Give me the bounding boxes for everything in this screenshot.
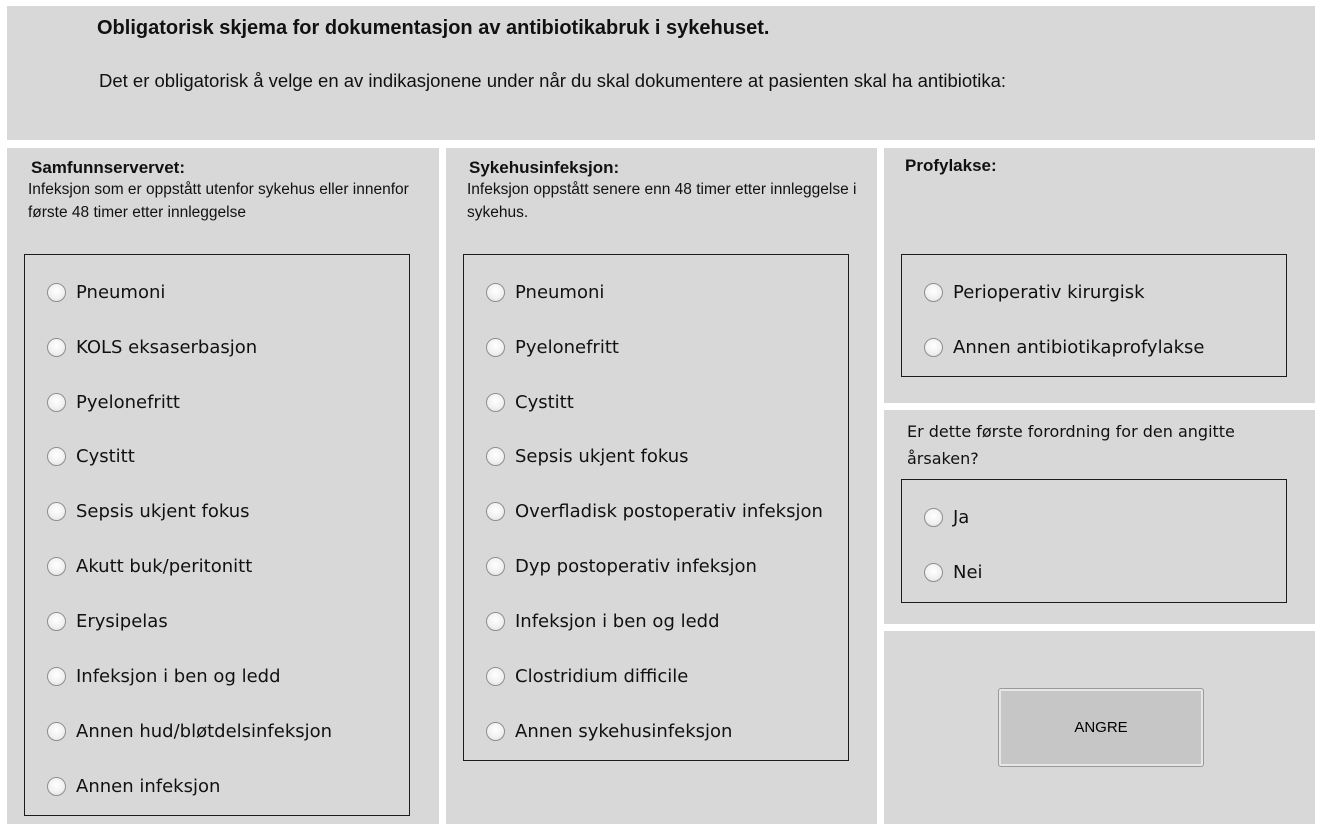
hospital-description: Infeksjon oppstått senere enn 48 timer etter innleggelse i sykehus. xyxy=(467,181,857,221)
hospital-heading: Sykehusinfeksjon: xyxy=(469,158,620,177)
radio-button[interactable] xyxy=(47,393,66,412)
radio-button[interactable] xyxy=(924,283,943,302)
radio-button[interactable] xyxy=(47,777,66,796)
option-label: Infeksjon i ben og ledd xyxy=(76,665,281,687)
option-hospital-overfladisk[interactable] xyxy=(486,497,823,525)
option-label: Pyelonefritt xyxy=(76,391,180,413)
option-hospital-pyelonefritt[interactable] xyxy=(486,333,619,361)
option-label: KOLS eksaserbasjon xyxy=(76,336,258,358)
radio-button[interactable] xyxy=(47,283,66,302)
option-label: Akutt buk/peritonitt xyxy=(76,555,253,577)
option-label: Nei xyxy=(953,561,983,583)
radio-button[interactable] xyxy=(486,393,505,412)
option-label: Infeksjon i ben og ledd xyxy=(515,610,720,632)
option-community-annen[interactable] xyxy=(47,772,220,800)
prophylaxis-options-group xyxy=(901,254,1287,377)
radio-button[interactable] xyxy=(47,667,66,686)
radio-button[interactable] xyxy=(486,612,505,631)
option-label: Annen hud/bløtdelsinfeksjon xyxy=(76,720,333,742)
community-heading: Samfunnservervet: xyxy=(31,158,186,177)
header-panel xyxy=(7,6,1315,140)
option-annen-profylakse[interactable] xyxy=(924,333,1205,361)
option-community-kols[interactable] xyxy=(47,333,257,361)
option-label: Cystitt xyxy=(76,445,135,467)
angre-button[interactable]: ANGRE xyxy=(998,688,1204,767)
radio-button[interactable] xyxy=(47,502,66,521)
option-label: Clostridium difficile xyxy=(515,665,689,687)
form-instruction: Det er obligatorisk å velge en av indikasjonene under når du skal dokumentere at pasienten skal ha antibiotika: xyxy=(99,70,1007,91)
community-options-group xyxy=(24,254,410,816)
option-community-cystitt[interactable] xyxy=(47,442,135,470)
first-order-options-group xyxy=(901,479,1287,603)
radio-button[interactable] xyxy=(486,283,505,302)
form-title: Obligatorisk skjema for dokumentasjon av antibiotikabruk i sykehuset. xyxy=(97,17,770,39)
radio-button[interactable] xyxy=(47,722,66,741)
radio-button[interactable] xyxy=(924,338,943,357)
option-label: Pyelonefritt xyxy=(515,336,619,358)
radio-button[interactable] xyxy=(924,508,943,527)
option-label: Erysipelas xyxy=(76,610,168,632)
option-label: Sepsis ukjent fokus xyxy=(515,445,689,467)
radio-button[interactable] xyxy=(924,563,943,582)
hospital-panel xyxy=(446,148,877,824)
option-hospital-clostridium[interactable] xyxy=(486,662,688,690)
option-label: Sepsis ukjent fokus xyxy=(76,500,250,522)
option-hospital-pneumoni[interactable] xyxy=(486,278,604,306)
option-hospital-ben-ledd[interactable] xyxy=(486,607,720,635)
option-hospital-cystitt[interactable] xyxy=(486,388,574,416)
option-hospital-annen[interactable] xyxy=(486,717,732,745)
option-label: Annen antibiotikaprofylakse xyxy=(953,336,1205,358)
option-community-hud-blotdel[interactable] xyxy=(47,717,332,745)
option-nei[interactable] xyxy=(924,558,983,586)
prophylaxis-panel xyxy=(884,148,1315,403)
option-perioperativ[interactable] xyxy=(924,278,1145,306)
radio-button[interactable] xyxy=(47,447,66,466)
option-community-akutt-buk[interactable] xyxy=(47,552,252,580)
prophylaxis-heading: Profylakse: xyxy=(905,156,997,175)
radio-button[interactable] xyxy=(486,557,505,576)
radio-button[interactable] xyxy=(47,557,66,576)
radio-button[interactable] xyxy=(47,338,66,357)
community-description: Infeksjon som er oppstått utenfor sykehus eller innenfor første 48 timer etter innleggelse xyxy=(28,181,409,221)
radio-button[interactable] xyxy=(486,722,505,741)
radio-button[interactable] xyxy=(486,447,505,466)
option-hospital-dyp[interactable] xyxy=(486,552,757,580)
radio-button[interactable] xyxy=(486,667,505,686)
option-label: Annen sykehusinfeksjon xyxy=(515,720,733,742)
option-community-pneumoni[interactable] xyxy=(47,278,165,306)
option-community-pyelonefritt[interactable] xyxy=(47,388,180,416)
radio-button[interactable] xyxy=(47,612,66,631)
option-label: Dyp postoperativ infeksjon xyxy=(515,555,757,577)
hospital-options-group xyxy=(463,254,849,761)
option-ja[interactable] xyxy=(924,503,969,531)
option-community-sepsis[interactable] xyxy=(47,497,250,525)
option-hospital-sepsis[interactable] xyxy=(486,442,689,470)
first-order-panel xyxy=(884,410,1315,624)
option-community-erysipelas[interactable] xyxy=(47,607,168,635)
option-label: Annen infeksjon xyxy=(76,775,221,797)
community-panel xyxy=(7,148,439,824)
radio-button[interactable] xyxy=(486,502,505,521)
option-label: Pneumoni xyxy=(515,281,605,303)
option-label: Pneumoni xyxy=(76,281,166,303)
option-community-ben-ledd[interactable] xyxy=(47,662,281,690)
option-label: Overfladisk postoperativ infeksjon xyxy=(515,500,823,522)
option-label: Perioperativ kirurgisk xyxy=(953,281,1145,303)
option-label: Cystitt xyxy=(515,391,574,413)
option-label: Ja xyxy=(953,506,970,528)
radio-button[interactable] xyxy=(486,338,505,357)
first-order-question: Er dette første forordning for den angitte årsaken? xyxy=(907,422,1235,468)
